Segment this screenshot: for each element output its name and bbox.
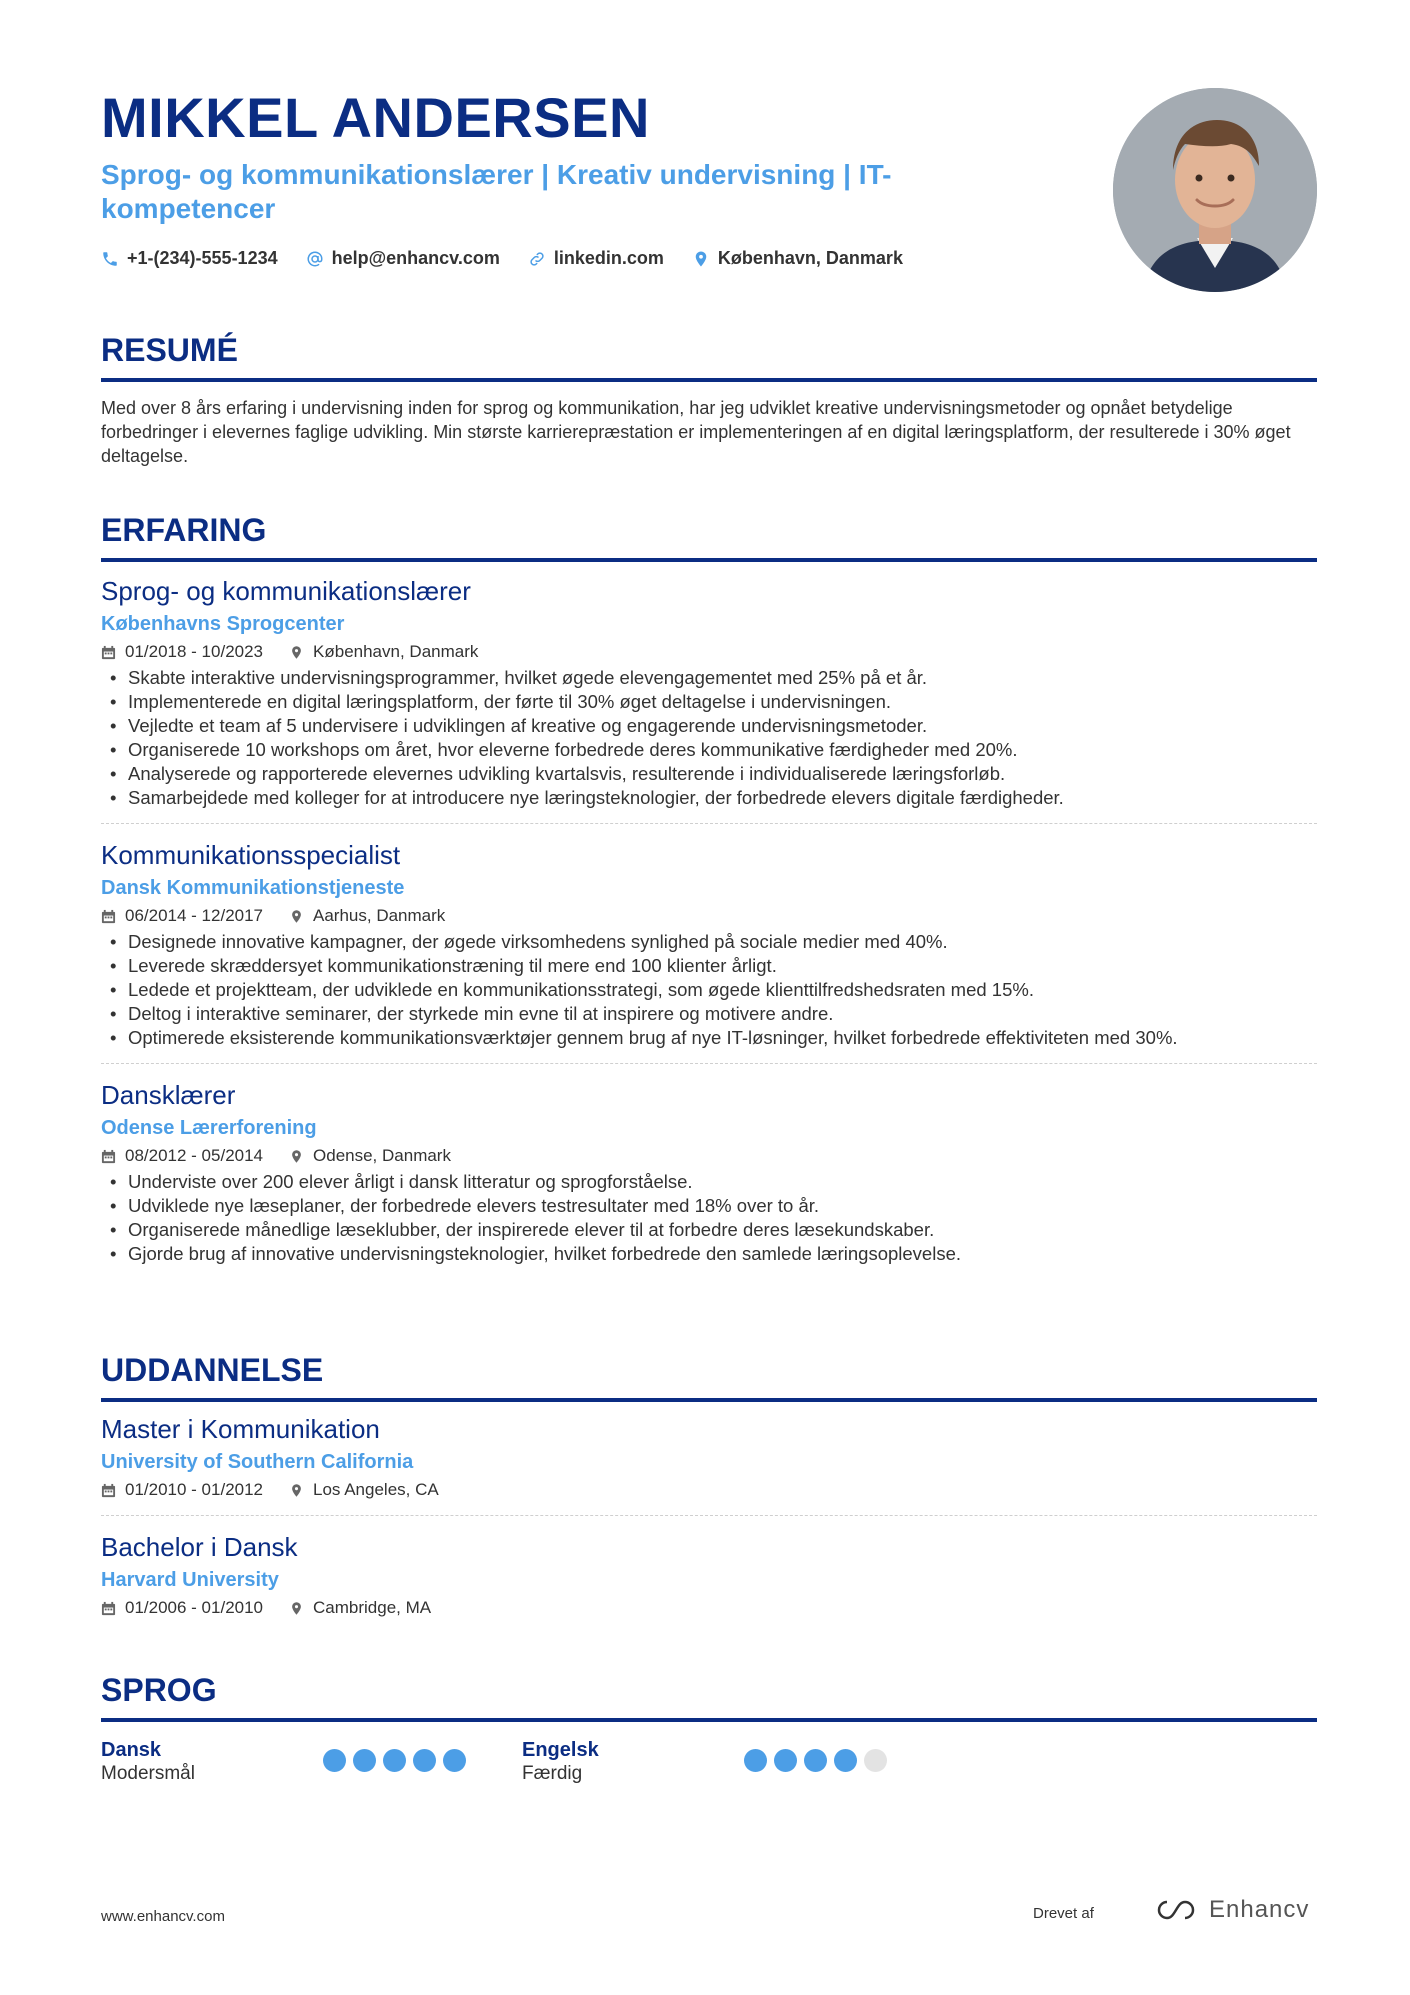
company-name: Odense Lærerforening <box>101 1117 317 1139</box>
resume-header <box>101 84 1081 269</box>
achievement-item: • Optimerede eksisterende kommunikationsværktøjer gennem brug af nye IT-løsninger, hvilket forbedrede effektiviteten med 30%. <box>101 1026 1317 1050</box>
avatar-illustration <box>1113 88 1317 292</box>
achievement-item: • Deltog i interaktive seminarer, der styrkede min evne til at inspirere og motivere andre. <box>101 1002 1317 1026</box>
language-level: Modersmål <box>101 1763 195 1784</box>
footer-powered-by: Drevet af <box>1033 1905 1094 1922</box>
contact-phone[interactable] <box>101 248 278 269</box>
location-pin-icon <box>289 1601 304 1616</box>
degree-title: Bachelor i Dansk <box>101 1532 298 1562</box>
experience-section <box>101 510 1317 1266</box>
location-pin-icon <box>289 645 304 660</box>
footer-brand-logo[interactable] <box>1153 1896 1309 1924</box>
achievement-item: • Vejledte et team af 5 undervisere i udviklingen af kreative og engagerende undervisningsmetoder. <box>101 714 1317 738</box>
languages-heading: SPROG <box>101 1672 217 1708</box>
job-location <box>289 1144 451 1168</box>
location-pin-icon <box>692 250 710 268</box>
candidate-title: Sprog- og kommunikationslærer | Kreativ undervisning | IT-kompetencer <box>101 159 892 224</box>
job-dates <box>101 904 263 928</box>
summary-section <box>101 330 1317 468</box>
profile-photo <box>1113 88 1317 292</box>
section-divider <box>101 1718 1317 1722</box>
calendar-icon <box>101 645 116 660</box>
location-pin-icon <box>289 1149 304 1164</box>
education-meta <box>101 1478 1317 1502</box>
location-text: Odense, Danmark <box>313 1146 451 1165</box>
location-text: København, Danmark <box>717 248 903 268</box>
language-name: Dansk <box>101 1739 162 1761</box>
dates-text: 01/2006 - 01/2010 <box>125 1598 264 1617</box>
achievement-item: • Organiserede 10 workshops om året, hvor eleverne forbedrede deres kommunikative færdigheder med 20%. <box>101 738 1317 762</box>
language-rating <box>744 1749 887 1786</box>
contact-linkedin[interactable] <box>528 248 664 269</box>
school-name: University of Southern California <box>101 1451 414 1473</box>
dates-text: 08/2012 - 05/2014 <box>125 1146 264 1165</box>
location-text: Los Angeles, CA <box>313 1480 439 1499</box>
rating-dot-filled <box>353 1749 376 1772</box>
link-icon <box>528 250 546 268</box>
rating-dot-filled <box>413 1749 436 1772</box>
education-location <box>289 1596 431 1620</box>
achievement-item: • Underviste over 200 elever årligt i dansk litteratur og sprogforståelse. <box>101 1170 1317 1194</box>
calendar-icon <box>101 1601 116 1616</box>
rating-dot-filled <box>804 1749 827 1772</box>
location-text: Aarhus, Danmark <box>313 906 446 925</box>
achievement-list <box>101 1170 1317 1266</box>
achievement-list <box>101 666 1317 810</box>
achievement-item: • Organiserede månedlige læseklubber, der inspirerede elever til at forbedre deres læsekundskaber. <box>101 1218 1317 1242</box>
resume-page <box>101 0 1317 1995</box>
languages-section <box>101 1670 1317 1786</box>
school-name: Harvard University <box>101 1569 279 1591</box>
dates-text: 01/2010 - 01/2012 <box>125 1480 264 1499</box>
job-title: Kommunikationsspecialist <box>101 840 401 870</box>
job-meta <box>101 1144 1317 1168</box>
location-text: København, Danmark <box>313 642 479 661</box>
language-item <box>522 1738 943 1786</box>
job-dates <box>101 1144 263 1168</box>
calendar-icon <box>101 1149 116 1164</box>
contact-email[interactable] <box>306 248 500 269</box>
language-rating <box>323 1749 466 1786</box>
degree-title: Master i Kommunikation <box>101 1414 380 1444</box>
education-entry <box>101 1530 1317 1620</box>
job-title: Dansklærer <box>101 1080 236 1110</box>
entry-divider <box>101 1515 1317 1516</box>
dates-text: 06/2014 - 12/2017 <box>125 906 264 925</box>
contact-bar <box>101 248 1081 269</box>
rating-dot-filled <box>323 1749 346 1772</box>
entry-divider <box>101 1063 1317 1064</box>
experience-entry <box>101 1078 1317 1266</box>
job-title: Sprog- og kommunikationslærer <box>101 576 471 606</box>
experience-heading: ERFARING <box>101 512 267 548</box>
phone-icon <box>101 250 119 268</box>
education-dates <box>101 1596 263 1620</box>
location-text: Cambridge, MA <box>313 1598 432 1617</box>
dates-text: 01/2018 - 10/2023 <box>125 642 264 661</box>
rating-dot-filled <box>774 1749 797 1772</box>
calendar-icon <box>101 909 116 924</box>
location-pin-icon <box>289 909 304 924</box>
rating-dot-filled <box>744 1749 767 1772</box>
location-pin-icon <box>289 1483 304 1498</box>
contact-location <box>692 248 903 269</box>
footer-website[interactable]: www.enhancv.com <box>101 1908 225 1925</box>
achievement-list <box>101 930 1317 1050</box>
calendar-icon <box>101 1483 116 1498</box>
achievement-item: • Leverede skræddersyet kommunikationstræning til mere end 100 klienter årligt. <box>101 954 1317 978</box>
section-divider <box>101 378 1317 382</box>
summary-heading: RESUMÉ <box>101 332 238 368</box>
candidate-name: MIKKEL ANDERSEN <box>101 86 650 149</box>
experience-entry <box>101 838 1317 1050</box>
language-level: Færdig <box>522 1763 583 1784</box>
education-dates <box>101 1478 263 1502</box>
section-divider <box>101 558 1317 562</box>
job-meta <box>101 904 1317 928</box>
experience-entry <box>101 574 1317 810</box>
achievement-item: • Designede innovative kampagner, der øgede virksomhedens synlighed på sociale medier med 40%. <box>101 930 1317 954</box>
rating-dot-filled <box>383 1749 406 1772</box>
enhancv-logo-icon <box>1153 1898 1199 1922</box>
company-name: Københavns Sprogcenter <box>101 613 345 635</box>
job-dates <box>101 640 263 664</box>
rating-dot-empty <box>864 1749 887 1772</box>
rating-dot-filled <box>834 1749 857 1772</box>
brand-name: Enhancv <box>1209 1896 1310 1923</box>
at-icon <box>306 250 324 268</box>
achievement-item: • Analyserede og rapporterede elevernes udvikling kvartalsvis, resulterende i individualiserede læringsforløb. <box>101 762 1317 786</box>
job-location <box>289 640 478 664</box>
linkedin-text: linkedin.com <box>553 248 664 268</box>
company-name: Dansk Kommunikationstjeneste <box>101 877 405 899</box>
education-location <box>289 1478 439 1502</box>
rating-dot-filled <box>443 1749 466 1772</box>
education-heading: UDDANNELSE <box>101 1352 324 1388</box>
job-meta <box>101 640 1317 664</box>
education-section <box>101 1350 1317 1620</box>
entry-divider <box>101 823 1317 824</box>
achievement-item: • Gjorde brug af innovative undervisningsteknologier, hvilket forbedrede den samlede læringsoplevelse. <box>101 1242 1317 1266</box>
phone-text: +1-(234)-555-1234 <box>127 248 278 268</box>
education-meta <box>101 1596 1317 1620</box>
languages-list <box>101 1738 1317 1786</box>
language-name: Engelsk <box>522 1739 599 1761</box>
achievement-item: • Udviklede nye læseplaner, der forbedrede elevers testresultater med 18% over to år. <box>101 1194 1317 1218</box>
language-item <box>101 1738 522 1786</box>
achievement-item: • Samarbejdede med kolleger for at introducere nye læringsteknologier, der forbedrede elevers digitale færdigheder. <box>101 786 1317 810</box>
education-entry <box>101 1412 1317 1502</box>
summary-text: Med over 8 års erfaring i undervisning inden for sprog og kommunikation, har jeg udviklet kreative undervisningsmetoder og opnået betydelige forbedringer i elevernes faglige udvikling. Min største karrierepræstation er implementeringen af en digital læringsplatform, der resulterede i 30% øget deltagelse. <box>101 398 1291 466</box>
email-text: help@enhancv.com <box>331 248 500 268</box>
achievement-item: • Skabte interaktive undervisningsprogrammer, hvilket øgede elevengagementet med 25% på et år. <box>101 666 1317 690</box>
job-location <box>289 904 445 928</box>
achievement-item: • Ledede et projektteam, der udviklede en kommunikationsstrategi, som øgede klienttilfredshedsraten med 15%. <box>101 978 1317 1002</box>
achievement-item: • Implementerede en digital læringsplatform, der førte til 30% øget deltagelse i undervisningen. <box>101 690 1317 714</box>
section-divider <box>101 1398 1317 1402</box>
